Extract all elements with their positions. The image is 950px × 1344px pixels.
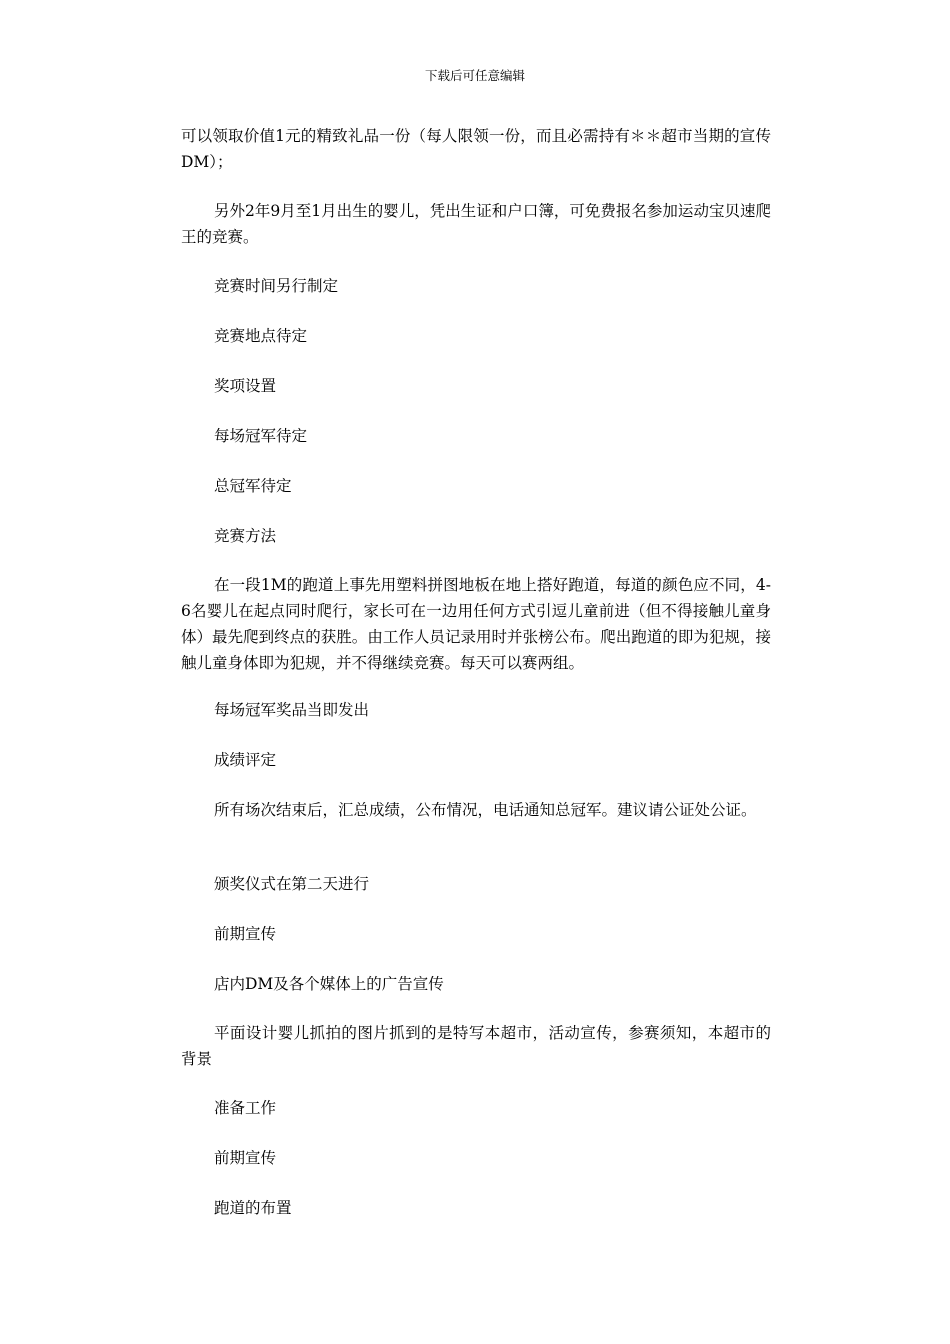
- paragraph-promotion-heading-2: 前期宣传: [214, 1149, 277, 1167]
- paragraph-overall-champion: 总冠军待定: [214, 477, 292, 495]
- paragraph-competition-location: 竞赛地点待定: [214, 327, 308, 345]
- paragraph-competition-time: 竞赛时间另行制定: [214, 277, 339, 295]
- paragraph-method-details: 在一段1M的跑道上事先用塑料拼图地板在地上搭好跑道，每道的颜色应不同，4-6名婴儿在起点同时爬行，家长可在一边用任何方式引逗儿童前进（但不得接触儿童身体）最先爬到终点的获胜。由工作人员记录用时并张榜公布。爬出跑道的即为犯规，接触儿童身体即为犯规，并不得继续竞赛。每天可以赛两组。: [181, 576, 771, 672]
- paragraph-match-champion: 每场冠军待定: [214, 427, 308, 445]
- paragraph-preparation-heading: 准备工作: [214, 1099, 277, 1117]
- paragraph-method-heading: 竞赛方法: [214, 527, 277, 545]
- page-header: 下载后可任意编辑: [424, 68, 525, 83]
- paragraph-eligibility: 另外2年9月至1月出生的婴儿，凭出生证和户口簿，可免费报名参加运动宝贝速爬王的竞赛。: [181, 202, 771, 246]
- paragraph-scoring-heading: 成绩评定: [214, 751, 277, 769]
- paragraph-promotion-heading: 前期宣传: [214, 925, 277, 943]
- paragraph-awards-heading: 奖项设置: [214, 377, 277, 395]
- paragraph-prize-issue: 每场冠军奖品当即发出: [214, 701, 370, 719]
- paragraph-promotion-media: 店内DM及各个媒体上的广告宣传: [214, 975, 444, 993]
- paragraph-track-setup: 跑道的布置: [214, 1199, 292, 1217]
- paragraph-graphic-design: 平面设计婴儿抓拍的图片抓到的是特写本超市，活动宣传，参赛须知，本超市的背景: [181, 1024, 771, 1068]
- paragraph-gift-offer: 可以领取价值1元的精致礼品一份（每人限领一份，而且必需持有＊＊超市当期的宣传DM）；: [181, 127, 771, 171]
- paragraph-ceremony: 颁奖仪式在第二天进行: [214, 875, 370, 893]
- paragraph-scoring-details: 所有场次结束后，汇总成绩，公布情况，电话通知总冠军。建议请公证处公证。: [214, 801, 757, 819]
